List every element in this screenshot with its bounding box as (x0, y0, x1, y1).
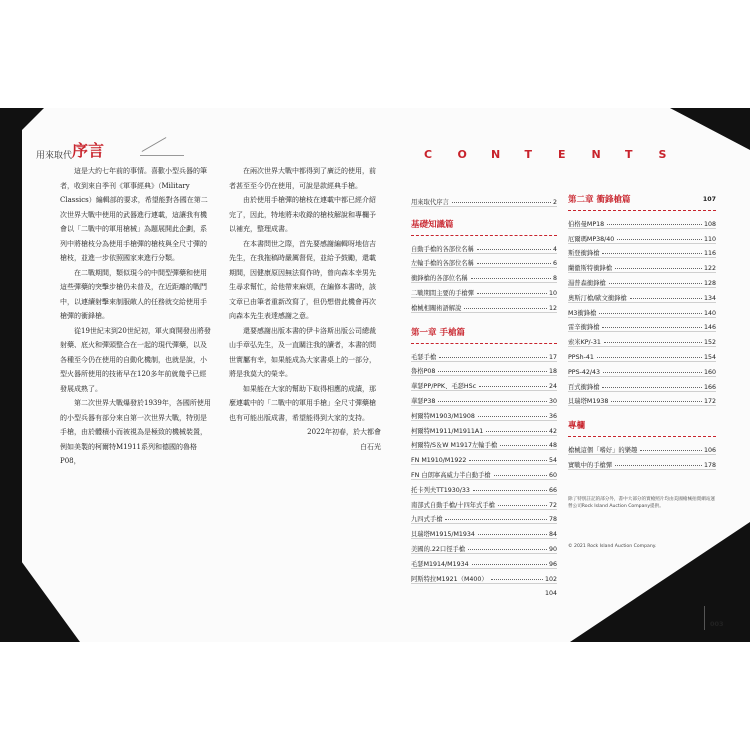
toc-item-page: 134 (703, 294, 716, 302)
toc-item-page: 110 (703, 235, 716, 243)
preface-paragraph: 由於使用手槍彈的槍枝在連載中都已經介紹完了，因此，特地將未收錄的槍枝解說和專欄予以補充，整理成書。 (229, 196, 376, 233)
toc-item-title: 華瑟PP/PPK、毛瑟HSc (411, 383, 477, 391)
toc-item[interactable] (568, 440, 716, 455)
signature-name: 白石光 (360, 442, 381, 451)
spacer (411, 313, 557, 327)
toc-section-head: 專欄 (568, 420, 716, 437)
preface-column-2 (229, 164, 381, 454)
toc-item-page: 178 (703, 461, 716, 469)
toc-leader (498, 505, 547, 506)
toc-item[interactable] (411, 376, 557, 391)
toc-leader (494, 475, 547, 476)
toc-item[interactable] (411, 406, 557, 421)
toc-item-title: 南部式自動手槍/十四年式手槍 (411, 501, 495, 509)
toc-item-title: 托卡列夫TT1930/33 (411, 486, 470, 494)
toc-item[interactable] (411, 192, 557, 207)
toc-item[interactable] (411, 539, 557, 554)
toc-leader (617, 239, 702, 240)
toc-right-column (568, 194, 716, 470)
toc-item[interactable] (568, 362, 716, 377)
toc-item-page: 152 (703, 339, 716, 347)
toc-leader (603, 372, 702, 373)
toc-leader (630, 194, 702, 210)
toc-leader (602, 387, 701, 388)
toc-leader (486, 431, 547, 432)
header-subtitle: 用來取代 (36, 151, 73, 161)
toc-item[interactable] (411, 421, 557, 436)
toc-item[interactable] (411, 298, 557, 313)
toc-item-title: 斯登衝鋒槍 (568, 250, 600, 258)
photo-credit-note: 除了特別註記的部分外，書中大部分的實槍照片均由美國槍械拍賣網站運營公司Rock Island Auction Company提供。 (568, 497, 716, 509)
toc-item-title: 自動手槍的各部位名稱 (411, 245, 474, 253)
signature-date: 2022年初春，於大都會 (307, 428, 381, 436)
toc-leader (478, 416, 547, 417)
toc-item-title: 華瑟P38 (411, 397, 436, 405)
toc-item[interactable] (568, 229, 716, 244)
contents-letter: N (591, 148, 601, 161)
toc-item[interactable] (568, 455, 716, 470)
toc-item[interactable] (411, 268, 557, 283)
toc-item-title: 索米KP/-31 (568, 339, 601, 347)
toc-item-page: 18 (548, 368, 557, 376)
toc-item-page: 146 (703, 324, 716, 332)
toc-item-title: 貝瑞塔M1915/M1934 (411, 531, 475, 539)
toc-item-page: 160 (703, 368, 716, 376)
preface-paragraph: 如果能在大家的幫助下取得相應的成績，那麼連載中的「二戰中的軍用手槍」全尺寸彈藥槍也有可能出版成書，希望能得到大家的支持。 (229, 384, 376, 422)
toc-item-page: 140 (703, 309, 716, 317)
toc-item-title: 槍械這個「嗜好」的樂趣 (568, 447, 638, 455)
toc-item-page: 90 (548, 545, 557, 553)
toc-item-page: 12 (548, 304, 557, 312)
toc-leader (599, 313, 702, 314)
toc-item-title: 槍械相關術語解說 (411, 304, 462, 312)
top-margin (0, 0, 750, 108)
preface-paragraph: 在二戰期間，類似現今的中間型彈藥和使用這些彈藥的突擊步槍仍未普及，在近距離的戰鬥中，以連續射擊來制服敵人的任務就交給使用手槍彈的衝鋒槍。 (60, 268, 207, 320)
toc-leader (438, 371, 547, 372)
toc-item[interactable] (411, 569, 557, 584)
toc-leader (452, 202, 551, 203)
toc-leader (491, 579, 543, 580)
toc-item-title: 用來取代序言 (411, 198, 449, 206)
toc-item-page: 42 (548, 427, 557, 435)
toc-leader (445, 519, 547, 520)
toc-item[interactable] (568, 392, 716, 407)
toc-item-title: 柯爾特M1903/M1908 (411, 412, 475, 420)
toc-item-title: 左輪手槍的各部位名稱 (411, 260, 474, 268)
preface-paragraph: 從19世紀末到20世紀初，軍火商開發出將發射藥、底火和彈頭整合在一起的現代彈藥，以及各種至今仍在使用的自動化機制，也就是說，小型火器所使用的技術早在120多年前就幾乎已經發展成熟了。 (60, 326, 211, 393)
toc-item[interactable] (411, 436, 557, 451)
toc-item-page: 108 (703, 220, 716, 228)
preface-paragraph: 這是大約七年前的事情。喜歡小型兵器的筆者，收到來自季刊《軍事經典》（Military Classics）編輯部的要求，希望能對各國在第二次世界大戰中使用的武器進行連載，這讓我有機會以「二戰中的軍用槍械」為題展開此企劃，系列中將槍枝分為使用手槍彈的槍枝與全尺寸彈的槍枝，並進一步依照國家來進行分類。 (60, 167, 208, 262)
toc-item-page: 66 (548, 486, 557, 494)
toc-leader (471, 278, 551, 279)
toc-item[interactable] (411, 554, 557, 569)
toc-item-page: 154 (703, 353, 716, 361)
toc-item[interactable] (411, 465, 557, 480)
toc-section-head: 基礎知識篇 (411, 219, 557, 236)
toc-item-page: 72 (548, 501, 557, 509)
toc-item-title: 百式衝鋒槍 (568, 383, 600, 391)
toc-section-head: 第一章 手槍篇 (411, 327, 557, 344)
preface-paragraph: 在兩次世界大戰中都得到了廣泛的使用，前者甚至至今仍在使用，可說是款經典手槍。 (229, 167, 376, 190)
toc-item[interactable] (411, 510, 557, 525)
bottom-margin (0, 642, 750, 750)
spacer (411, 207, 557, 219)
contents-letter: S (658, 148, 667, 161)
toc-leader (602, 327, 701, 328)
toc-leader (464, 308, 547, 309)
page-number-rule (704, 606, 705, 630)
copyright: © 2021 Rock Island Auction Company. (568, 544, 657, 549)
toc-item-title: 柯爾特M1911/M1911A1 (411, 427, 484, 435)
toc-item-title: 魯格P08 (411, 368, 436, 376)
toc-section-columns (568, 440, 716, 470)
spacer (568, 406, 716, 420)
toc-item-title: 伯格曼MP18 (568, 220, 605, 228)
toc-item-title: 蘭徹斯特衝鋒槍 (568, 265, 613, 273)
toc-leader (611, 401, 702, 402)
toc-trailing-page (411, 584, 557, 598)
contents-letter: N (491, 148, 501, 161)
toc-leader (473, 490, 547, 491)
toc-item-page: 102 (544, 575, 557, 583)
toc-item[interactable] (411, 391, 557, 406)
toc-leader (478, 534, 547, 535)
toc-leader (477, 293, 547, 294)
toc-item-page: 116 (703, 250, 716, 258)
toc-item-title: 湯普森衝鋒槍 (568, 279, 606, 287)
toc-item-title: PPS-42/43 (568, 368, 601, 376)
toc-item[interactable] (568, 288, 716, 303)
toc-item[interactable] (568, 318, 716, 333)
contents-letter: C (424, 148, 433, 161)
toc-item[interactable] (411, 480, 557, 495)
contents-letter: E (558, 148, 566, 161)
header-rule (140, 155, 184, 156)
toc-item-page: 48 (548, 442, 557, 450)
toc-item[interactable] (411, 283, 557, 298)
toc-leader (479, 386, 547, 387)
toc-item-title: 阿斯特拉M1921（M400） (411, 575, 488, 583)
page-number: 003 (710, 620, 724, 628)
toc-item[interactable] (411, 347, 557, 362)
book-page (0, 108, 750, 642)
toc-item-title: 衝鋒槍的各部位名稱 (411, 275, 468, 283)
toc-leader (468, 549, 547, 550)
toc-item-title: 毛瑟手槍 (411, 353, 437, 361)
toc-item-page: 6 (552, 260, 557, 268)
toc-leader (477, 263, 551, 264)
toc-item-title: FN 白朗寧高威力半自動手槍 (411, 471, 491, 479)
toc-leader (604, 342, 702, 343)
toc-leader (472, 564, 547, 565)
toc-item-page: 128 (703, 279, 716, 287)
toc-item-page: 166 (703, 383, 716, 391)
toc-section-handguns (411, 347, 557, 598)
toc-item-page: 36 (548, 412, 557, 420)
toc-item-page: 106 (703, 447, 716, 455)
corner-triangle-top-left (22, 108, 44, 130)
toc-leader (602, 253, 701, 254)
corner-triangle-bottom-left (0, 532, 80, 642)
contents-letter: T (625, 148, 633, 161)
toc-item-title: 厄爾瑪MP38/40 (568, 235, 615, 243)
toc-item[interactable] (411, 524, 557, 539)
toc-item-title: FN M1910/M1922 (411, 457, 467, 465)
toc-item[interactable] (568, 244, 716, 259)
toc-item-page: 54 (548, 457, 557, 465)
toc-leader (615, 465, 702, 466)
corner-triangle-top-right (670, 108, 750, 150)
toc-item-title: PPSh-41 (568, 353, 594, 361)
toc-item-title: M3衝鋒槍 (568, 309, 597, 317)
preface-header (36, 138, 104, 160)
toc-item[interactable] (568, 258, 716, 273)
toc-item-title: 九四式手槍 (411, 516, 443, 524)
toc-item[interactable] (411, 495, 557, 510)
toc-leader (439, 357, 547, 358)
header-title: 序言 (72, 141, 105, 160)
toc-item-page: 8 (552, 275, 557, 283)
toc-leader (597, 357, 702, 358)
toc-item-title: 雷辛衝鋒槍 (568, 324, 600, 332)
toc-item-page: 17 (548, 353, 557, 361)
toc-leader (500, 445, 547, 446)
header-slash-decoration (142, 137, 167, 152)
toc-item-page: 60 (548, 471, 557, 479)
toc-item[interactable] (411, 450, 557, 465)
toc-item[interactable] (568, 214, 716, 229)
toc-item-page: 30 (548, 397, 557, 405)
toc-item[interactable] (411, 362, 557, 377)
toc-section-smg (568, 214, 716, 406)
toc-leader (609, 283, 702, 284)
toc-left-column (411, 192, 557, 597)
toc-item[interactable] (568, 377, 716, 392)
toc-item-page: 104 (544, 590, 557, 598)
contents-title (424, 148, 692, 161)
toc-item-page: 96 (548, 560, 557, 568)
toc-item-title: 毛瑟M1914/M1934 (411, 560, 469, 568)
toc-leader (477, 249, 551, 250)
toc-item[interactable] (568, 273, 716, 288)
toc-item-title: 美國的.22口徑手槍 (411, 545, 466, 553)
toc-item-page: 78 (548, 516, 557, 524)
toc-leader (615, 268, 702, 269)
toc-item[interactable] (568, 303, 716, 318)
toc-item-page: 10 (548, 289, 557, 297)
toc-item-title: 實戰中的手槍彈 (568, 461, 613, 469)
toc-item[interactable] (568, 332, 716, 347)
toc-item-title: 奧斯汀槍/歐文衝鋒槍 (568, 294, 627, 302)
toc-section-head-page: 107 (702, 196, 716, 203)
toc-item-page: 122 (703, 265, 716, 273)
toc-item-page: 4 (552, 245, 557, 253)
toc-item-title: 柯爾特/S＆W M1917左輪手槍 (411, 442, 498, 450)
toc-item[interactable] (568, 347, 716, 362)
preface-column-1 (60, 164, 212, 469)
toc-leader (640, 450, 702, 451)
toc-section-head-title: 第二章 衝鋒槍篇 (568, 195, 631, 205)
toc-section-head-smg (568, 194, 716, 211)
toc-item-title: 二戰期間主要的手槍彈 (411, 289, 474, 297)
toc-item-page: 84 (548, 531, 557, 539)
toc-leader (607, 224, 702, 225)
toc-item[interactable] (411, 239, 557, 254)
toc-item-title: 貝瑞塔M1938 (568, 398, 609, 406)
toc-leader (438, 401, 547, 402)
toc-item-page: 24 (548, 383, 557, 391)
contents-letter: T (524, 148, 533, 161)
contents-letter: O (457, 148, 467, 161)
toc-section-basics (411, 239, 557, 313)
toc-item-page: 172 (703, 398, 716, 406)
toc-item[interactable] (411, 254, 557, 269)
preface-paragraph: 第二次世界大戰爆發於1939年，各國所使用的小型兵器有部分來自第一次世界大戰，特別是手槍，由於體積小而被視為是極致的機械裝置，例如美製的柯爾特M1911系列和德國的魯格 P08， (60, 399, 211, 465)
preface-paragraph: 在本書問世之際，首先要感謝編輯呀地信吉先生，在我拖稿時嚴厲督促，並給予鼓勵，還載期間，因健康原因無法寫作時，曾向森本幸男先生尋求幫忙，給他帶來麻煩，在編修本書時，該文章已由筆者重新改寫了，但仍想借此機會再次向森本先生表達感謝之意。 (229, 239, 376, 320)
toc-item-page: 2 (552, 198, 557, 206)
preface-paragraph: 還要感謝出版本書的伊卡洛斯出版公司總裁山手章弘先生，及一直關注我的讀者，本書的問世實屬有幸，如果能成為大家書桌上的一部分，將是我莫大的榮幸。 (229, 326, 376, 378)
toc-leader (630, 298, 702, 299)
toc-leader (469, 460, 547, 461)
